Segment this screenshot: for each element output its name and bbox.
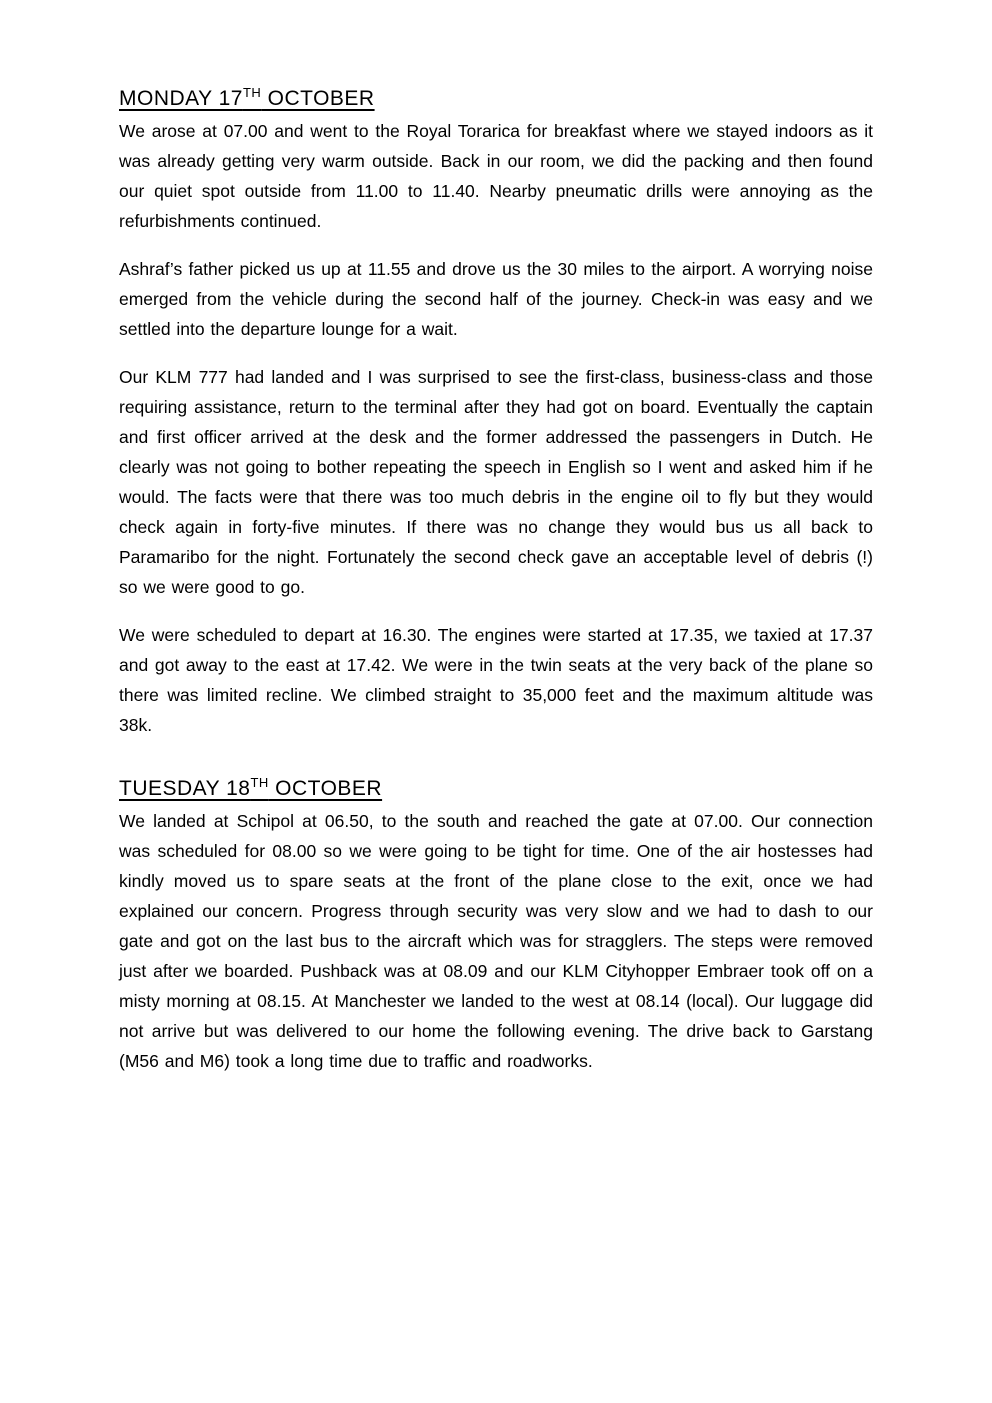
tuesday-heading-suffix: OCTOBER (268, 777, 383, 800)
monday-paragraph-3: Our KLM 777 had landed and I was surprised to see the first-class, business-class and those requiring assistance, return to the terminal after they had got on board. Eventually the captain and first officer arrived at the desk and the former addressed the passengers in Dutch. He clearly was not going to bother repeating the speech in English so I went and asked him if he would. The facts were that there was too much debris in the engine oil to fly but they would check again in forty-five minutes. If there was no change they would bus us all back to Paramaribo for the night. Fortunately the second check gave an acceptable level of debris (!) so we were good to go. (119, 367, 873, 597)
monday-paragraph-4: We were scheduled to depart at 16.30. The engines were started at 17.35, we taxied at 17.37 and got away to the east at 17.42. We were in the twin seats at the very back of the plane so there was limited recline. We climbed straight to 35,000 feet and the maximum altitude was 38k. (119, 625, 873, 735)
tuesday-heading (119, 774, 873, 804)
tuesday-paragraph-1: We landed at Schipol at 06.50, to the south and reached the gate at 07.00. Our connection was scheduled for 08.00 so we were going to be tight for time. One of the air hostesses had kindly moved us to spare seats at the front of the plane close to the exit, once we had explained our concern. Progress through security was very slow and we had to dash to our gate and got on the last bus to the aircraft which was for stragglers. The steps were removed just after we boarded. Pushback was at 08.09 and our KLM Cityhopper Embraer took off on a misty morning at 08.15. At Manchester we landed to the west at 08.14 (local). Our luggage did not arrive but was delivered to our home the following evening. The drive back to Garstang (M56 and M6) took a long time due to traffic and roadworks. (119, 811, 873, 1071)
monday-heading (119, 84, 873, 114)
section-tuesday (119, 774, 873, 1076)
monday-paragraph-2: Ashraf’s father picked us up at 11.55 and drove us the 30 miles to the airport. A worrying noise emerged from the vehicle during the second half of the journey. Check-in was easy and we settled into the departure lounge for a wait. (119, 259, 873, 339)
monday-heading-suffix: OCTOBER (261, 87, 375, 110)
monday-heading-ordinal: TH (242, 85, 262, 100)
tuesday-heading-ordinal: TH (250, 775, 269, 790)
section-monday (119, 84, 873, 740)
monday-heading-prefix: MONDAY 17 (119, 87, 243, 110)
monday-paragraph-1: We arose at 07.00 and went to the Royal Torarica for breakfast where we stayed indoors as it was already getting very warm outside. Back in our room, we did the packing and then found our quiet spot outside from 11.00 to 11.40. Nearby pneumatic drills were annoying as the refurbishments continued. (119, 121, 873, 231)
tuesday-heading-prefix: TUESDAY 18 (119, 777, 251, 800)
